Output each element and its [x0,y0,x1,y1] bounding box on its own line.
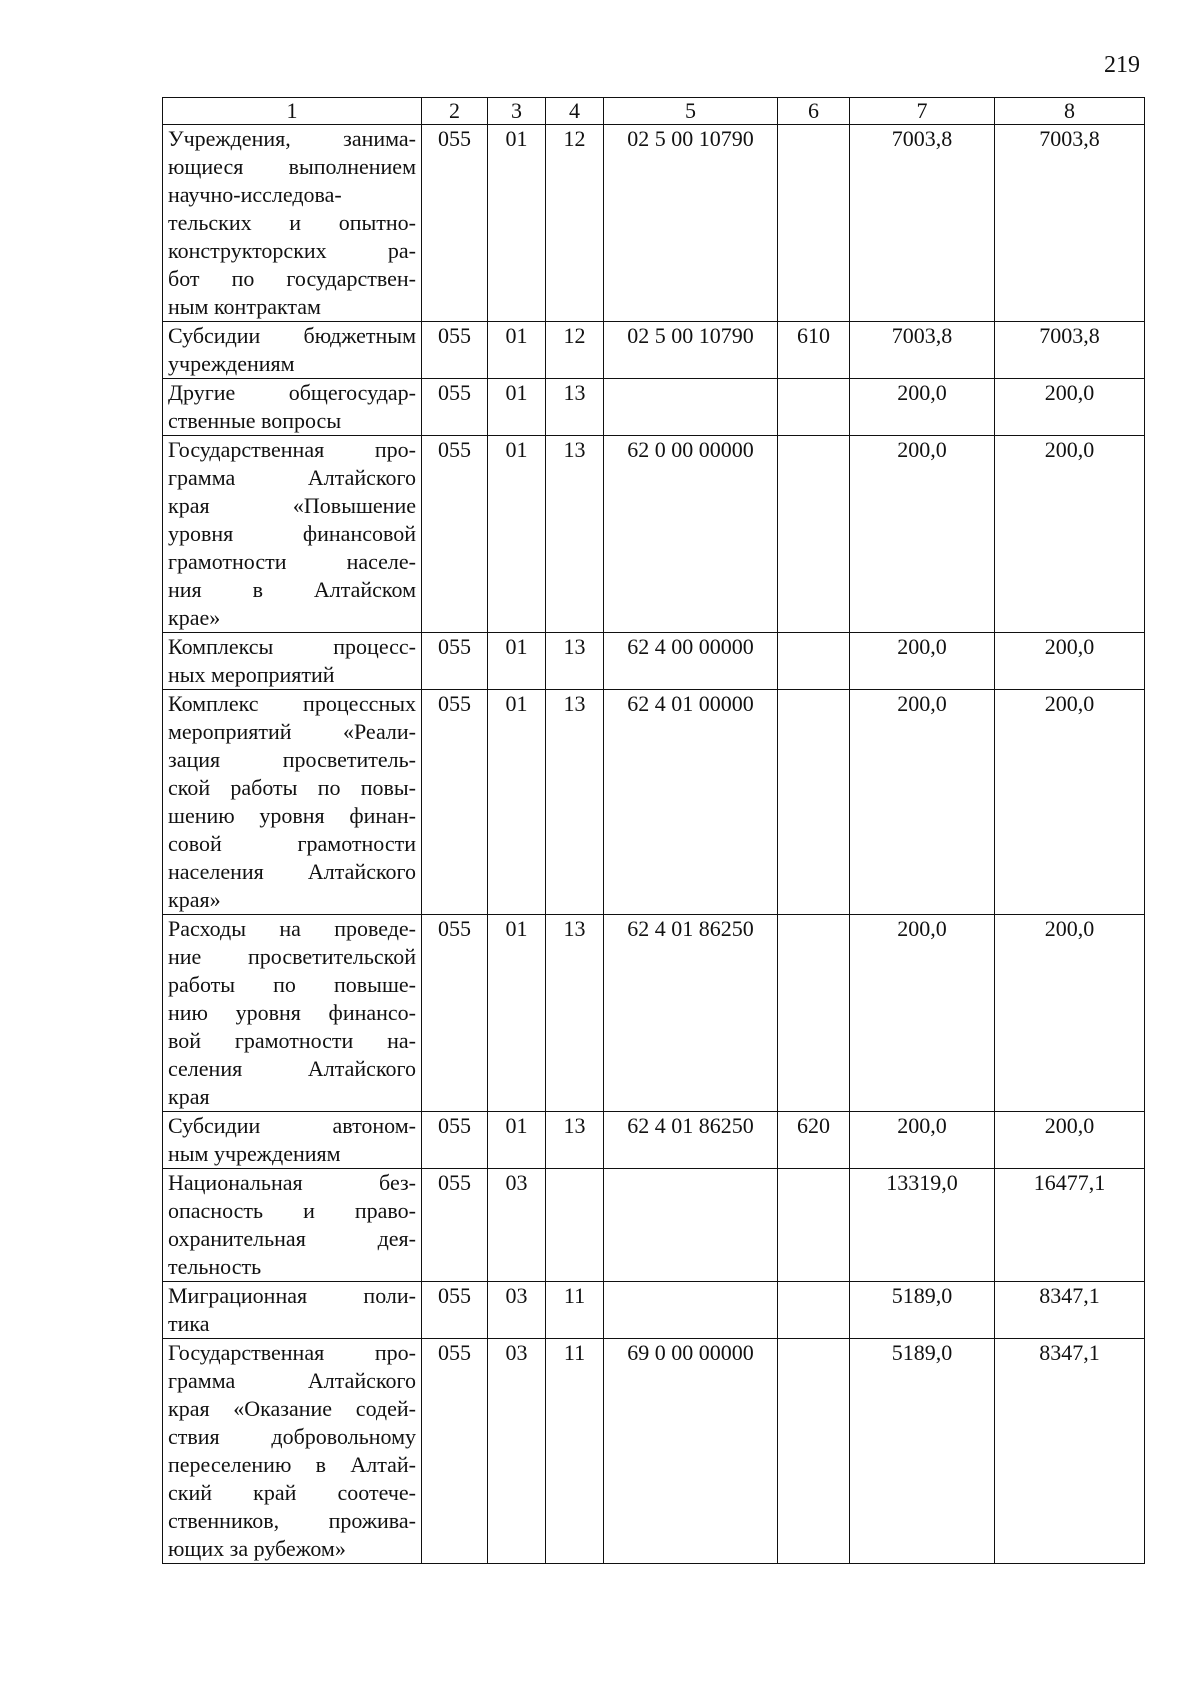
section-code-cell: 01 [488,125,546,322]
subsection-code-cell: 13 [546,436,604,633]
amount-year-2-cell: 200,0 [995,915,1145,1112]
amount-year-2-cell: 200,0 [995,379,1145,436]
expense-type-code-cell: 620 [778,1112,850,1169]
column-header-5: 5 [604,98,778,125]
item-name-cell [163,1112,422,1169]
item-name-line: мероприятий «Реали- [168,719,416,744]
item-name-line: крае» [168,605,221,630]
subsection-code-cell: 13 [546,633,604,690]
chapter-code-cell: 055 [422,633,488,690]
chapter-code-cell: 055 [422,1112,488,1169]
amount-year-1-cell: 13319,0 [850,1169,995,1282]
item-name-line: шению уровня финан- [168,803,416,828]
table-row [163,125,1145,322]
amount-year-1-cell: 200,0 [850,690,995,915]
amount-year-2-cell: 200,0 [995,1112,1145,1169]
page-number: 219 [1104,52,1140,78]
item-name-line: Расходы на проведе- [168,916,416,941]
item-name-line: бот по государствен- [168,266,416,291]
amount-year-1-cell: 5189,0 [850,1339,995,1564]
amount-year-1-cell: 5189,0 [850,1282,995,1339]
item-name-line: Государственная про- [168,437,416,462]
target-item-code-cell: 62 4 00 00000 [604,633,778,690]
subsection-code-cell: 13 [546,915,604,1112]
table-row [163,1169,1145,1282]
item-name-line: Другие общегосудар- [168,380,416,405]
column-header-4: 4 [546,98,604,125]
amount-year-2-cell: 16477,1 [995,1169,1145,1282]
item-name-cell [163,1169,422,1282]
expense-type-code-cell [778,379,850,436]
amount-year-1-cell: 200,0 [850,379,995,436]
column-header-2: 2 [422,98,488,125]
item-name-line: края» [168,887,221,912]
table-row [163,633,1145,690]
amount-year-2-cell: 7003,8 [995,125,1145,322]
item-name-line: края «Оказание содей- [168,1396,416,1421]
chapter-code-cell: 055 [422,1282,488,1339]
table-row [163,1339,1145,1564]
amount-year-1-cell: 200,0 [850,633,995,690]
column-header-8: 8 [995,98,1145,125]
expense-type-code-cell [778,690,850,915]
section-code-cell: 01 [488,633,546,690]
target-item-code-cell: 02 5 00 10790 [604,322,778,379]
item-name-line: населения Алтайского [168,859,416,884]
amount-year-1-cell: 7003,8 [850,322,995,379]
section-code-cell: 01 [488,379,546,436]
table-row [163,1282,1145,1339]
item-name-line: Комплексы процесс- [168,634,416,659]
subsection-code-cell: 13 [546,379,604,436]
section-code-cell: 03 [488,1282,546,1339]
amount-year-1-cell: 7003,8 [850,125,995,322]
item-name-line: ственников, прожива- [168,1508,416,1533]
item-name-line: ным контрактам [168,294,321,319]
item-name-line: конструкторских ра- [168,238,416,263]
item-name-cell [163,436,422,633]
item-name-line: работы по повыше- [168,972,416,997]
amount-year-2-cell: 7003,8 [995,322,1145,379]
header-row [163,98,1145,125]
subsection-code-cell [546,1169,604,1282]
chapter-code-cell: 055 [422,379,488,436]
section-code-cell: 01 [488,322,546,379]
item-name-line: опасность и право- [168,1198,416,1223]
table-row [163,915,1145,1112]
item-name-line: ской работы по повы- [168,775,416,800]
chapter-code-cell: 055 [422,690,488,915]
item-name-line: грамма Алтайского [168,465,416,490]
item-name-line: Национальная без- [168,1170,416,1195]
item-name-line: тельских и опытно- [168,210,416,235]
expense-type-code-cell [778,1169,850,1282]
table-row [163,322,1145,379]
item-name-line: уровня финансовой [168,521,416,546]
column-header-6: 6 [778,98,850,125]
item-name-line: края «Повышение [168,493,416,518]
section-code-cell: 01 [488,690,546,915]
amount-year-2-cell: 200,0 [995,436,1145,633]
chapter-code-cell: 055 [422,1169,488,1282]
section-code-cell: 03 [488,1339,546,1564]
item-name-line: Миграционная поли- [168,1283,416,1308]
item-name-line: Государственная про- [168,1340,416,1365]
item-name-line: грамма Алтайского [168,1368,416,1393]
item-name-line: нию уровня финансо- [168,1000,416,1025]
chapter-code-cell: 055 [422,436,488,633]
item-name-line: края [168,1084,210,1109]
item-name-line: совой грамотности [168,831,416,856]
item-name-line: Учреждения, занима- [168,126,416,151]
column-header-7: 7 [850,98,995,125]
chapter-code-cell: 055 [422,322,488,379]
amount-year-2-cell: 8347,1 [995,1282,1145,1339]
amount-year-2-cell: 200,0 [995,633,1145,690]
item-name-line: Комплекс процессных [168,691,416,716]
item-name-cell [163,690,422,915]
table-row [163,436,1145,633]
amount-year-1-cell: 200,0 [850,915,995,1112]
item-name-line: тельность [168,1254,262,1279]
item-name-line: ных мероприятий [168,662,335,687]
subsection-code-cell: 11 [546,1339,604,1564]
subsection-code-cell: 11 [546,1282,604,1339]
expense-type-code-cell [778,633,850,690]
expense-type-code-cell [778,1339,850,1564]
item-name-line: Субсидии бюджетным [168,323,416,348]
item-name-line: селения Алтайского [168,1056,416,1081]
item-name-line: научно-исследова- [168,182,342,207]
item-name-line: ным учреждениям [168,1141,341,1166]
expense-type-code-cell [778,1282,850,1339]
expense-type-code-cell [778,915,850,1112]
item-name-line: учреждениям [168,351,295,376]
target-item-code-cell: 69 0 00 00000 [604,1339,778,1564]
target-item-code-cell: 62 0 00 00000 [604,436,778,633]
subsection-code-cell: 13 [546,690,604,915]
chapter-code-cell: 055 [422,915,488,1112]
subsection-code-cell: 13 [546,1112,604,1169]
amount-year-2-cell: 200,0 [995,690,1145,915]
item-name-line: грамотности населе- [168,549,416,574]
target-item-code-cell: 62 4 01 86250 [604,1112,778,1169]
table-body [163,125,1145,1564]
item-name-line: охранительная дея- [168,1226,416,1251]
item-name-cell [163,125,422,322]
table-row [163,379,1145,436]
column-header-1: 1 [163,98,422,125]
subsection-code-cell: 12 [546,322,604,379]
amount-year-2-cell: 8347,1 [995,1339,1145,1564]
item-name-cell [163,1339,422,1564]
amount-year-1-cell: 200,0 [850,1112,995,1169]
target-item-code-cell: 02 5 00 10790 [604,125,778,322]
table-row [163,1112,1145,1169]
section-code-cell: 01 [488,1112,546,1169]
budget-table [162,97,1145,1564]
item-name-line: переселению в Алтай- [168,1452,416,1477]
target-item-code-cell: 62 4 01 86250 [604,915,778,1112]
item-name-cell [163,915,422,1112]
item-name-line: зация просветитель- [168,747,416,772]
item-name-cell [163,379,422,436]
target-item-code-cell: 62 4 01 00000 [604,690,778,915]
section-code-cell: 01 [488,915,546,1112]
item-name-line: ющих за рубежом» [168,1536,346,1561]
item-name-cell [163,1282,422,1339]
table-row [163,690,1145,915]
item-name-line: тика [168,1311,210,1336]
expense-type-code-cell [778,436,850,633]
item-name-line: ственные вопросы [168,408,342,433]
subsection-code-cell: 12 [546,125,604,322]
item-name-line: ние просветительской [168,944,416,969]
chapter-code-cell: 055 [422,125,488,322]
expense-type-code-cell: 610 [778,322,850,379]
item-name-cell [163,633,422,690]
amount-year-1-cell: 200,0 [850,436,995,633]
expense-type-code-cell [778,125,850,322]
target-item-code-cell [604,379,778,436]
item-name-line: ющиеся выполнением [168,154,416,179]
item-name-line: ния в Алтайском [168,577,416,602]
item-name-cell [163,322,422,379]
target-item-code-cell [604,1282,778,1339]
item-name-line: ствия добровольному [168,1424,416,1449]
column-header-3: 3 [488,98,546,125]
chapter-code-cell: 055 [422,1339,488,1564]
item-name-line: ский край соотече- [168,1480,416,1505]
section-code-cell: 01 [488,436,546,633]
target-item-code-cell [604,1169,778,1282]
item-name-line: Субсидии автоном- [168,1113,416,1138]
item-name-line: вой грамотности на- [168,1028,416,1053]
section-code-cell: 03 [488,1169,546,1282]
